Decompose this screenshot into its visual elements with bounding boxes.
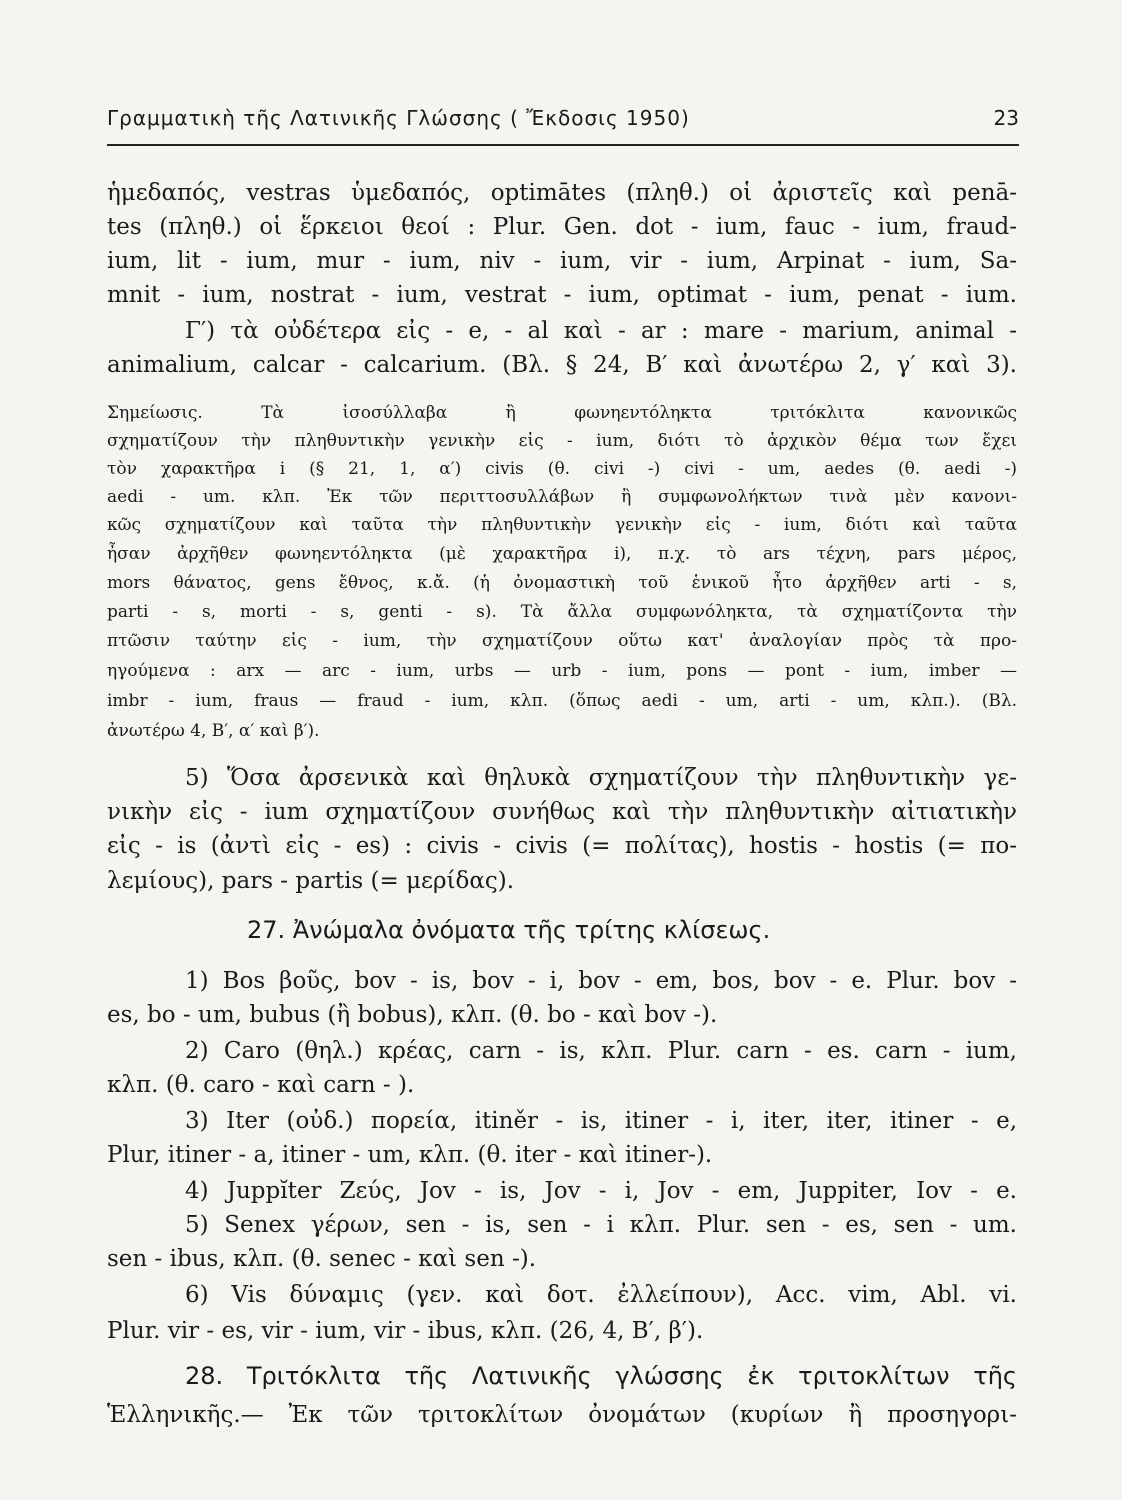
note-line: ηγούμενα : arx — arc - ium, urbs — urb - ium, pons — pont - ium, imber — <box>107 661 1017 681</box>
note-line: mors θάνατος, gens ἔθνος, κ.ἄ. (ἡ ὀνομαστικὴ τοῦ ἑνικοῦ ἦτο ἀρχῆθεν arti - s, <box>107 573 1017 593</box>
note-line: πτῶσιν ταύτην εἰς - ium, τὴν σχηματίζουν οὕτω κατ' ἀναλογίαν πρὸς τὰ προ- <box>107 631 1017 651</box>
text-line: Γ′) τὰ οὐδέτερα εἰς - e, - al καὶ - ar : mare - marium, animal - <box>185 318 1017 344</box>
text-line: Ἑλληνικῆς.— Ἐκ τῶν τριτοκλίτων ὀνομάτων (κυρίων ἢ προσηγορι- <box>107 1402 1017 1428</box>
text-line: tes (πληθ.) οἱ ἕρκειοι θεοί : Plur. Gen. dot - ium, fauc - ium, fraud- <box>107 214 1017 240</box>
text-line: 5) Senex γέρων, sen - is, sen - i κλπ. Plur. sen - es, sen - um. <box>185 1212 1017 1238</box>
text-line: νικὴν εἰς - ium σχηματίζουν συνήθως καὶ τὴν πληθυντικὴν αἰτιατικὴν <box>107 799 1017 825</box>
note-line: parti - s, morti - s, genti - s). Τὰ ἄλλα συμφωνόληκτα, τὰ σχηματίζοντα τὴν <box>107 602 1017 622</box>
text-line: mnit - ium, nostrat - ium, vestrat - ium, optimat - ium, penat - ium. <box>107 282 1017 308</box>
running-title: Γραμματικὴ τῆς Λατινικῆς Γλώσσης ( Ἔκδοσις 1950) <box>107 106 690 130</box>
note-line: κῶς σχηματίζουν καὶ ταῦτα τὴν πληθυντικὴν γενικὴν εἰς - ium, διότι καὶ ταῦτα <box>107 515 1017 535</box>
note-line: imbr - ium, fraus — fraud - ium, κλπ. (ὅπως aedi - um, arti - um, κλπ.). (Βλ. <box>107 691 1017 711</box>
text-line: λεμίους), pars - partis (= μερίδας). <box>107 868 515 894</box>
running-header <box>107 104 1019 146</box>
section-heading-28: 28. Τριτόκλιτα τῆς Λατινικῆς γλώσσης ἐκ τριτοκλίτων τῆς <box>185 1362 1017 1390</box>
note-line: ἦσαν ἀρχῆθεν φωνηεντόληκτα (μὲ χαρακτῆρα i), π.χ. τὸ ars τέχνη, pars μέρος, <box>107 544 1017 564</box>
text-line: Plur, itiner - a, itiner - um, κλπ. (θ. iter - καὶ itiner-). <box>107 1142 713 1168</box>
page-number: 23 <box>993 106 1019 130</box>
text-line: 4) Juppĭter Ζεύς, Jov - is, Jov - i, Jov - em, Juppiter, Iov - e. <box>185 1178 1017 1204</box>
text-line: sen - ibus, κλπ. (θ. senec - καὶ sen -). <box>107 1246 537 1272</box>
note-line: Σημείωσις. Τὰ ἰσοσύλλαβα ἢ φωνηεντόληκτα τριτόκλιτα κανονικῶς <box>107 403 1017 423</box>
text-line: κλπ. (θ. caro - καὶ carn - ). <box>107 1072 415 1098</box>
text-line: ἡμεδαπός, vestras ὑμεδαπός, optimātes (πληθ.) οἱ ἀριστεῖς καὶ penā- <box>107 180 1017 206</box>
text-line: animalium, calcar - calcarium. (Βλ. § 24, Β′ καὶ ἀνωτέρω 2, γ′ καὶ 3). <box>107 352 1017 378</box>
section-heading-27: 27. Ἀνώμαλα ὀνόματα τῆς τρίτης κλίσεως. <box>247 916 771 944</box>
text-line: 3) Iter (οὐδ.) πορεία, itiněr - is, itiner - i, iter, iter, itiner - e, <box>185 1108 1017 1134</box>
text-line: es, bo - um, bubus (ἢ bobus), κλπ. (θ. bo - καὶ bov -). <box>107 1002 718 1028</box>
note-line: ἀνωτέρω 4, Β′, α′ καὶ β′). <box>107 721 320 741</box>
text-line: 2) Caro (θηλ.) κρέας, carn - is, κλπ. Plur. carn - es. carn - ium, <box>185 1038 1017 1064</box>
text-line: ium, lit - ium, mur - ium, niv - ium, vir - ium, Arpinat - ium, Sa- <box>107 248 1017 274</box>
note-line: aedi - um. κλπ. Ἐκ τῶν περιττοσυλλάβων ἢ συμφωνολήκτων τινὰ μὲν κανονι- <box>107 487 1017 507</box>
note-line: σχηματίζουν τὴν πληθυντικὴν γενικὴν εἰς - ium, διότι τὸ ἀρχικὸν θέμα των ἔχει <box>107 431 1017 451</box>
text-line: 1) Bos βοῦς, bov - is, bov - i, bov - em, bos, bov - e. Plur. bov - <box>185 968 1017 994</box>
text-line: 5) Ὅσα ἀρσενικὰ καὶ θηλυκὰ σχηματίζουν τὴν πληθυντικὴν γε- <box>185 765 1017 791</box>
text-line: 6) Vis δύναμις (γεν. καὶ δοτ. ἐλλείπουν), Acc. vim, Abl. vi. <box>185 1282 1017 1308</box>
note-line: τὸν χαρακτῆρα i (§ 21, 1, α′) civis (θ. civi -) civi - um, aedes (θ. aedi -) <box>107 459 1017 479</box>
text-line: εἰς - is (ἀντὶ εἰς - es) : civis - civis (= πολίτας), hostis - hostis (= πο- <box>107 833 1017 859</box>
text-line: Plur. vir - es, vir - ium, vir - ibus, κλπ. (26, 4, Β′, β′). <box>107 1318 704 1344</box>
